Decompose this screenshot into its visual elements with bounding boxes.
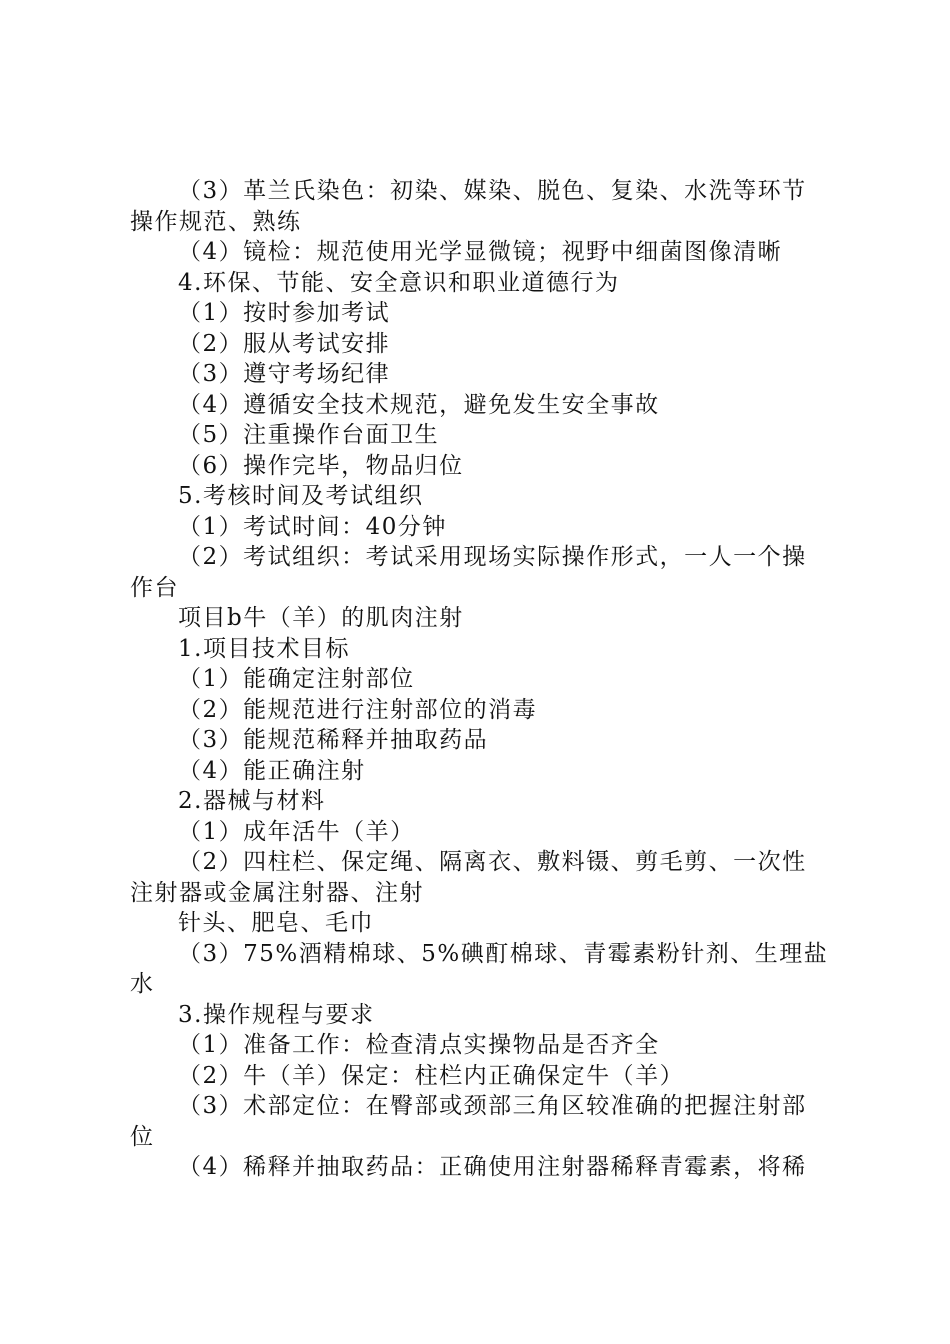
text-line: 位: [130, 1123, 155, 1150]
text-line: 5.考核时间及考试组织: [178, 483, 424, 509]
text-line: 1.项目技术目标: [178, 635, 350, 662]
text-line: （1）能确定注射部位: [178, 666, 415, 692]
text-line: （1）按时参加考试: [178, 300, 391, 326]
text-line: （1）成年活牛（羊）: [178, 818, 415, 845]
text-line: （6）操作完毕，物品归位: [178, 452, 464, 479]
text-line: 针头、肥皂、毛巾: [178, 910, 374, 936]
text-line: （3）革兰氏染色：初染、媒染、脱色、复染、水洗等环节: [178, 178, 807, 204]
text-line: （1）考试时间：40分钟: [178, 513, 447, 540]
text-line: （4）稀释并抽取药品：正确使用注射器稀释青霉素，将稀: [178, 1154, 807, 1180]
text-line: （2）牛（羊）保定：柱栏内正确保定牛（羊）: [178, 1062, 685, 1089]
text-line: 2.器械与材料: [178, 788, 326, 814]
text-line: （3）术部定位：在臀部或颈部三角区较准确的把握注射部: [178, 1093, 807, 1119]
text-line: （2）服从考试安排: [178, 330, 391, 357]
text-line: 4.环保、节能、安全意识和职业道德行为: [178, 269, 620, 296]
text-line: （3）能规范稀释并抽取药品: [178, 727, 489, 753]
text-line: 水: [130, 971, 155, 997]
text-line: （5）注重操作台面卫生: [178, 422, 440, 448]
text-line: （2）能规范进行注射部位的消毒: [178, 696, 538, 723]
text-line: 操作规范、熟练: [130, 208, 302, 235]
text-line: 作台: [130, 574, 179, 601]
document-body: [130, 176, 830, 1183]
text-line: （2）四柱栏、保定绳、隔离衣、敷料镊、剪毛剪、一次性: [178, 849, 807, 875]
text-line: （4）镜检：规范使用光学显微镜；视野中细菌图像清晰: [178, 239, 783, 265]
text-line: （2）考试组织：考试采用现场实际操作形式，一人一个操: [178, 544, 807, 570]
text-line: （3）75%酒精棉球、5%碘酊棉球、青霉素粉针剂、生理盐: [178, 940, 829, 967]
text-line: （3）遵守考场纪律: [178, 361, 391, 387]
text-line: （1）准备工作：检查清点实操物品是否齐全: [178, 1032, 660, 1058]
text-line: （4）能正确注射: [178, 757, 366, 784]
text-line: 注射器或金属注射器、注射: [130, 879, 424, 906]
text-line: 3.操作规程与要求: [178, 1001, 375, 1028]
text-line: 项目b牛（羊）的肌肉注射: [178, 605, 464, 631]
text-line: （4）遵循安全技术规范，避免发生安全事故: [178, 391, 660, 418]
